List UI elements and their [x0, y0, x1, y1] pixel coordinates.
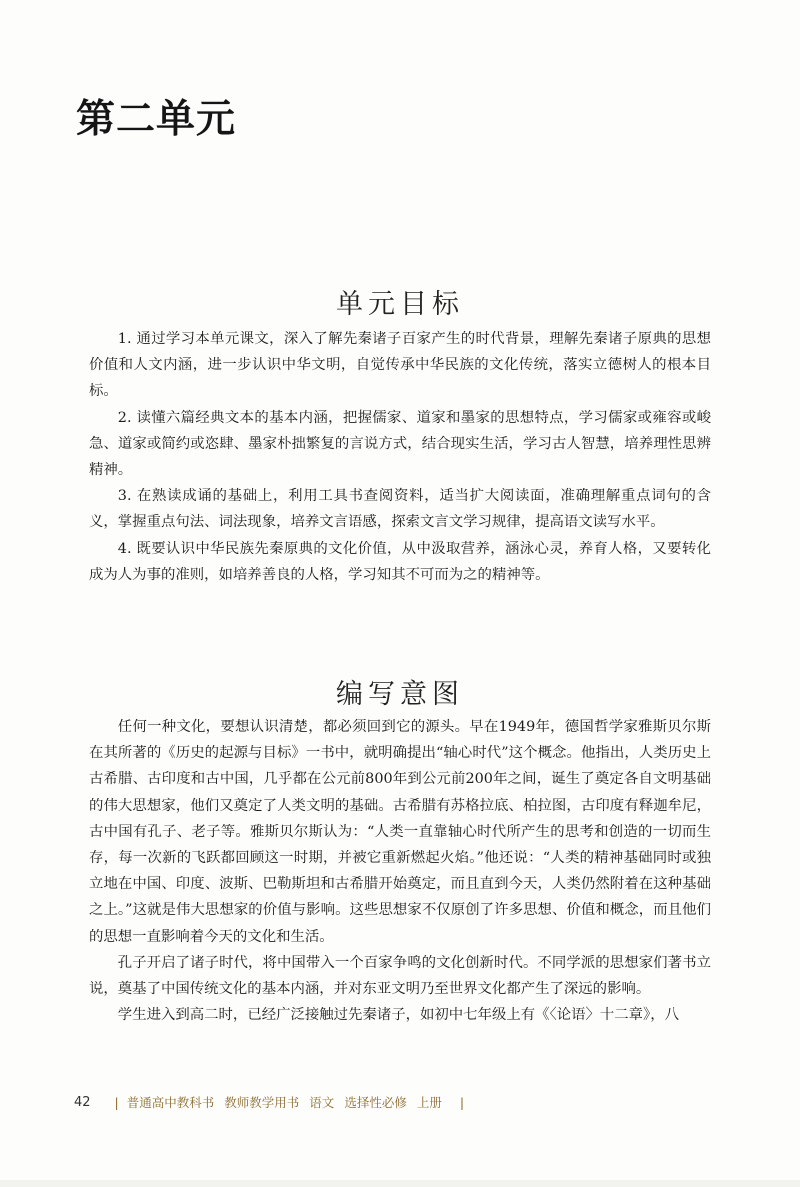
goal-paragraph-1: 1. 通过学习本单元课文，深入了解先秦诸子百家产生的时代背景，理解先秦诸子原典的思想价值和人文内涵，进一步认识中华文明，自觉传承中华民族的文化传统，落实立德树人的根本目标。: [89, 331, 711, 400]
intent-paragraph-1: 任何一种文化，要想认识清楚，都必须回到它的源头。早在1949年，德国哲学家雅斯贝尔斯在其所著的《历史的起源与目标》一书中，就明确提出“轴心时代”这个概念。他指出，人类历史上古希腊、古印度和古中国，几乎都在公元前800年到公元前200年之间，诞生了奠定各自文明基础的伟大思想家，他们又奠定了人类文明的基础。古希腊有苏格拉底、柏拉图，古印度有释迦牟尼，古中国有孔子、老子等。雅斯贝尔斯认为：“人类一直靠轴心时代所产生的思考和创造的一切而生存，每一次新的飞跃都回顾这一时期，并被它重新燃起火焰。”他还说：“人类的精神基础同时或独立地在中国、印度、波斯、巴勒斯坦和古希腊开始奠定，而且直到今天，人类仍然附着在这种基础之上。”这就是伟大思想家的价值与影响。这些思想家不仅原创了许多思想、价值和概念，而且他们的思想一直影响着今天的文化和生活。: [89, 719, 711, 945]
page-number: 42: [74, 1094, 91, 1110]
goal-paragraph-4: 4. 既要认识中华民族先秦原典的文化价值，从中汲取营养，涵泳心灵，养育人格，又要转化成为人为事的准则，如培养善良的人格，学习知其不可而为之的精神等。: [89, 540, 711, 583]
footer-subject: 语文: [309, 1095, 335, 1110]
footer-book-series: 普通高中教科书: [126, 1095, 215, 1110]
goal-paragraph-2: 2. 读懂六篇经典文本的基本内涵，把握儒家、道家和墨家的思想特点，学习儒家或雍容或峻急、道家或简约或恣肆、墨家朴拙繁复的言说方式，结合现实生活，学习古人智慧，培养理性思辨精神。: [89, 409, 711, 479]
page-bottom-edge: [0, 1180, 800, 1187]
footer-book-type: 教师教学用书: [224, 1095, 300, 1110]
goals-heading: 单元目标: [336, 289, 464, 320]
intent-paragraph-2: 孔子开启了诸子时代，将中国带入一个百家争鸣的文化创新时代。不同学派的思想家们著书立说，奠基了中国传统文化的基本内涵，并对东亚文明乃至世界文化都产生了深远的影响。: [89, 954, 711, 998]
intent-section: [89, 714, 711, 1028]
footer-separator-end: |: [459, 1094, 465, 1110]
footer-separator: |: [114, 1094, 119, 1110]
intent-heading: 编写意图: [336, 679, 464, 710]
goal-paragraph-3: 3. 在熟读成诵的基础上，利用工具书查阅资料，适当扩大阅读面，准确理解重点词句的含义，掌握重点句法、词法现象，培养文言语感，探索文言文学习规律，提高语文读写水平。: [89, 488, 711, 531]
goals-section: [89, 326, 711, 588]
footer-volume: 上册: [416, 1095, 442, 1110]
footer-course: 选择性必修: [344, 1095, 407, 1110]
intent-paragraph-3: 学生进入到高二时，已经广泛接触过先秦诸子，如初中七年级上有《〈论语〉十二章》，八: [117, 1007, 680, 1024]
page-footer: [74, 1093, 472, 1111]
unit-title: 第二单元: [76, 97, 237, 142]
